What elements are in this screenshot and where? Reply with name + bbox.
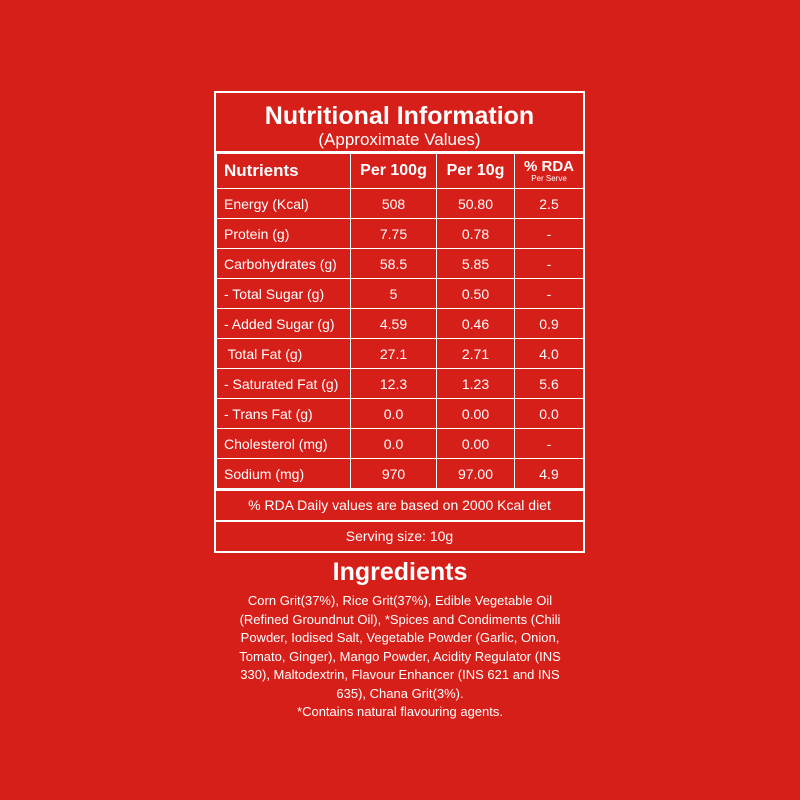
table-row: [217, 399, 584, 429]
value-per-10g: 0.46: [437, 309, 515, 339]
rda-header-label: % RDA: [523, 157, 574, 175]
ingredients-line: Tomato, Ginger), Mango Powder, Acidity Regulator (INS: [239, 648, 561, 664]
table-row: [217, 279, 584, 309]
nutrition-panel: [214, 91, 585, 553]
value-per-10g: 0.00: [437, 399, 515, 429]
value-per-100g: 508: [351, 189, 437, 219]
nutrient-name: - Added Sugar (g): [217, 309, 351, 339]
nutrient-name: Sodium (mg): [217, 459, 351, 489]
ingredients-line: (Refined Groundnut Oil), *Spices and Condiments (Chili: [239, 611, 561, 627]
value-rda: 0.9: [515, 309, 584, 339]
value-per-10g: 2.71: [437, 339, 515, 369]
value-rda: 4.9: [515, 459, 584, 489]
value-rda: 2.5: [515, 189, 584, 219]
column-header-per-100g: Per 100g: [351, 154, 437, 189]
value-per-10g: 0.00: [437, 429, 515, 459]
nutrient-name: Total Fat (g): [217, 339, 351, 369]
value-per-100g: 0.0: [351, 399, 437, 429]
column-header-rda: [515, 154, 584, 189]
value-per-100g: 27.1: [351, 339, 437, 369]
value-rda: 4.0: [515, 339, 584, 369]
table-row: [217, 459, 584, 489]
value-rda: -: [515, 429, 584, 459]
nutrient-name: Cholesterol (mg): [217, 429, 351, 459]
value-per-10g: 50.80: [437, 189, 515, 219]
value-rda: -: [515, 279, 584, 309]
table-header-row: [217, 154, 584, 189]
column-header-per-10g: Per 10g: [437, 154, 515, 189]
nutrient-name: Protein (g): [217, 219, 351, 249]
ingredients-line: 635), Chana Grit(3%).: [336, 685, 464, 701]
flavouring-note: *Contains natural flavouring agents.: [297, 704, 503, 719]
value-per-10g: 0.50: [437, 279, 515, 309]
ingredients-line: 330), Maltodextrin, Flavour Enhancer (INS 621 and INS: [240, 667, 560, 682]
nutrition-header: [216, 93, 583, 153]
value-rda: 0.0: [515, 399, 584, 429]
nutrient-name: - Saturated Fat (g): [217, 369, 351, 399]
nutrition-title: Nutritional Information: [264, 102, 535, 130]
value-per-100g: 5: [351, 279, 437, 309]
value-per-100g: 970: [351, 459, 437, 489]
nutrient-name: Energy (Kcal): [217, 189, 351, 219]
table-row: [217, 309, 584, 339]
value-per-10g: 5.85: [437, 249, 515, 279]
ingredients-title: Ingredients: [332, 558, 468, 586]
value-per-10g: 1.23: [437, 369, 515, 399]
value-per-100g: 58.5: [351, 249, 437, 279]
value-rda: -: [515, 249, 584, 279]
ingredients-line: Powder, Iodised Salt, Vegetable Powder (Garlic, Onion,: [240, 630, 560, 645]
value-rda: -: [515, 219, 584, 249]
table-row: [217, 339, 584, 369]
nutrition-subtitle: (Approximate Values): [318, 130, 481, 149]
value-per-10g: 97.00: [437, 459, 515, 489]
nutrient-name: - Total Sugar (g): [217, 279, 351, 309]
table-row: [217, 249, 584, 279]
value-per-100g: 4.59: [351, 309, 437, 339]
table-row: [217, 219, 584, 249]
value-per-100g: 0.0: [351, 429, 437, 459]
table-row: [217, 429, 584, 459]
column-header-nutrients: Nutrients: [217, 154, 351, 189]
value-per-100g: 7.75: [351, 219, 437, 249]
value-per-10g: 0.78: [437, 219, 515, 249]
ingredients-text: [200, 592, 600, 722]
ingredients-line: Corn Grit(37%), Rice Grit(37%), Edible Vegetable Oil: [247, 593, 553, 608]
serving-size: Serving size: 10g: [216, 520, 583, 551]
nutrient-name: - Trans Fat (g): [217, 399, 351, 429]
value-per-100g: 12.3: [351, 369, 437, 399]
rda-note: % RDA Daily values are based on 2000 Kcal diet: [216, 489, 583, 520]
nutrition-table: [216, 153, 584, 489]
value-rda: 5.6: [515, 369, 584, 399]
rda-header-sublabel: Per Serve: [531, 173, 567, 183]
nutrient-name: Carbohydrates (g): [217, 249, 351, 279]
table-row: [217, 189, 584, 219]
table-row: [217, 369, 584, 399]
